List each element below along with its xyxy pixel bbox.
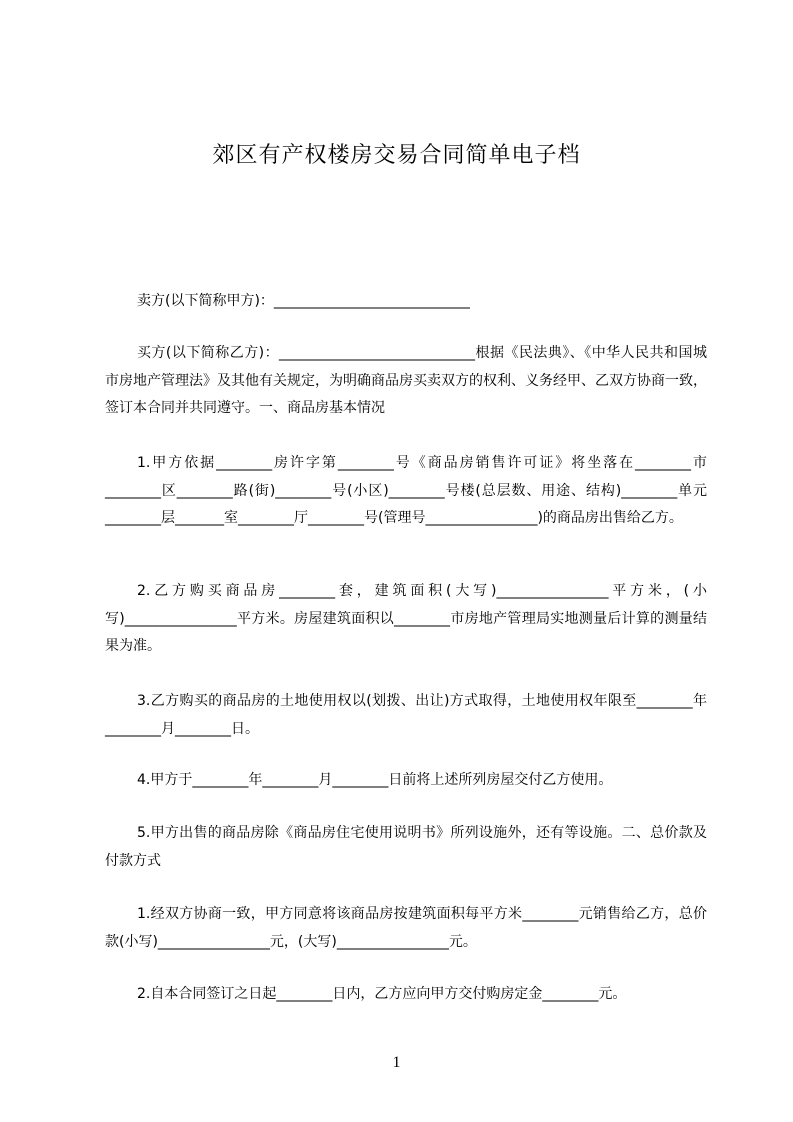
clause-1-4: 4.甲方于________年________月________日前将上述所列房屋交付乙方使用。 — [137, 772, 613, 788]
document-title: 郊区有产权楼房交易合同简单电子档 — [212, 143, 581, 168]
clause-1-1: 1.甲方依据________房许字第________号《商品房销售许可证》将坐落在________市________区________路(街)________号(小区)________号楼(总层数、用途、结构)________单元________层_______室________厅________号(管理号________________)的商品房出售给乙方。 — [105, 455, 707, 526]
clause-1-3: 3.乙方购买的商品房的土地使用权以(划拨、出让)方式取得，土地使用权年限至________年________月________日。 — [105, 693, 707, 737]
clause-2-1: 1.经双方协商一致，甲方同意将该商品房按建筑面积每平方米________元销售给乙方，总价款(小写)________________元，(大写)________________元。 — [105, 906, 707, 950]
seller-line: 卖方(以下简称甲方)：____________________________ — [137, 293, 470, 309]
clause-1-2: 2.乙方购买商品房________套，建筑面积(大写)________________平方米，(小写)________________平方米。房屋建筑面积以________市房地产管理局实地测量后计算的测量结果为准。 — [105, 583, 707, 654]
buyer-paragraph: 买方(以下简称乙方)：____________________________根据《民法典》、《中华人民共和国城市房地产管理法》及其他有关规定，为明确商品房买卖双方的权利、义务经甲、乙双方协商一致，签订本合同并共同遵守。一、商品房基本情况 — [105, 345, 707, 416]
page-number: 1 — [392, 1054, 401, 1071]
clause-2-2: 2.自本合同签订之日起________日内，乙方应向甲方交付购房定金________元。 — [137, 986, 627, 1002]
clause-1-5: 5.甲方出售的商品房除《商品房住宅使用说明书》所列设施外，还有等设施。二、总价款及付款方式 — [105, 825, 707, 869]
